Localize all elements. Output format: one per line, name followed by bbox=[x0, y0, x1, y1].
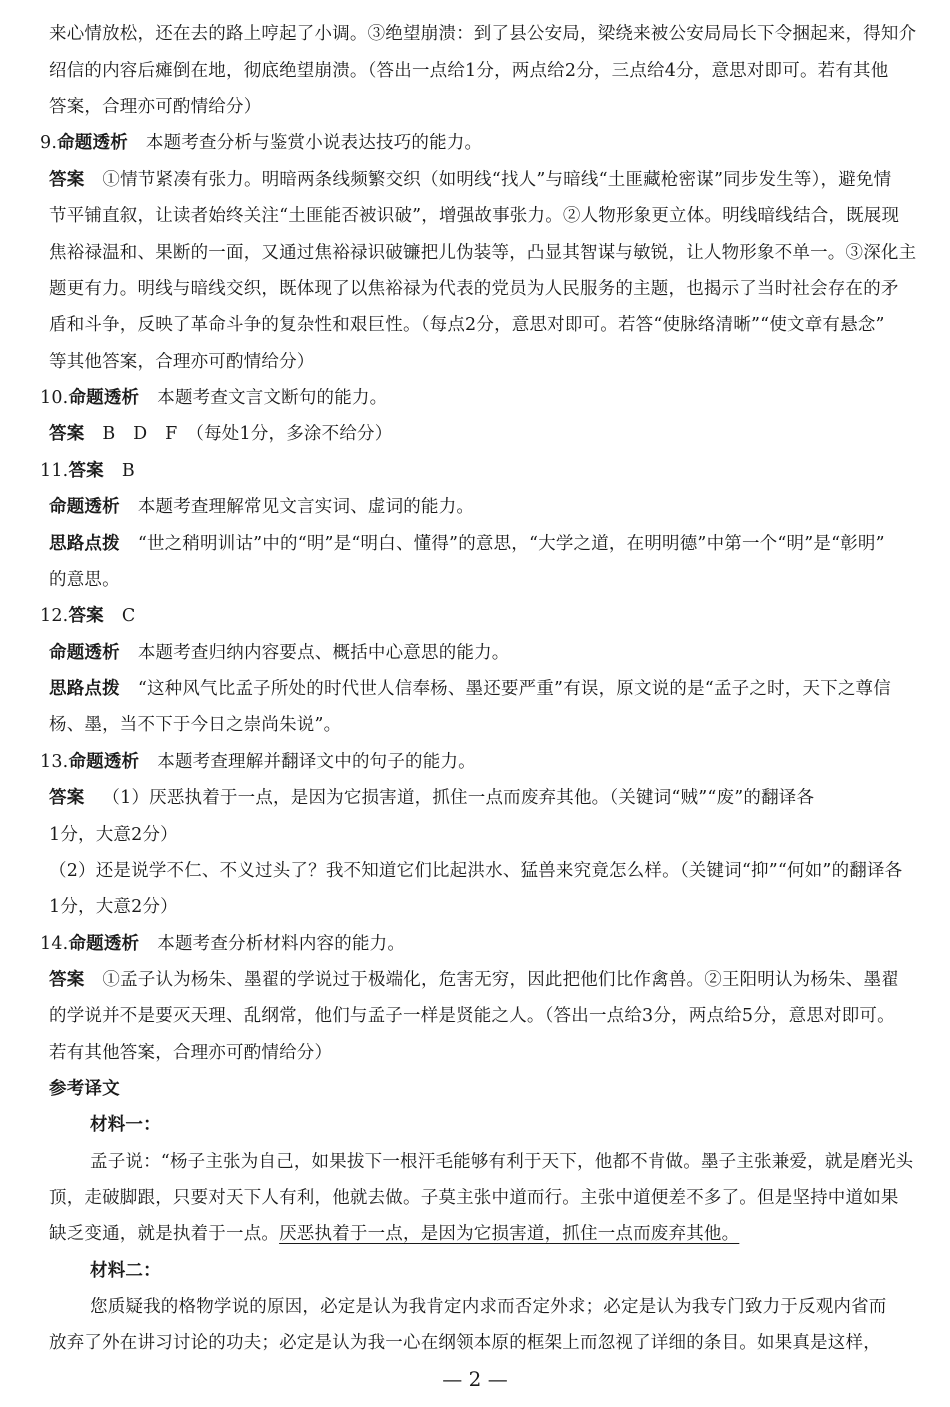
question-12-analysis-line bbox=[49, 641, 510, 665]
question-number: 13. bbox=[40, 752, 69, 772]
question-number: 14. bbox=[40, 934, 69, 954]
text-line: 答案，合理亦可酌情给分） bbox=[49, 97, 262, 117]
label-answer: 答案 bbox=[49, 970, 85, 990]
text-line: 顶，走破脚跟，只要对天下人有利，他就去做。子莫主张中道而行。主张中道便差不多了。但是坚持中道如果 bbox=[49, 1188, 899, 1208]
analysis-text: 本题考查归纳内容要点、概括中心意思的能力。 bbox=[137, 643, 510, 663]
text-line: 题更有力。明线与暗线交织，既体现了以焦裕禄为代表的党员为人民服务的主题，也揭示了当时社会存在的矛 bbox=[49, 279, 899, 299]
question-14-answer-line bbox=[49, 968, 899, 992]
text-line: 来心情放松，还在去的路上哼起了小调。③绝望崩溃：到了县公安局，梁绕来被公安局局长下令捆起来，得知介 bbox=[49, 24, 917, 44]
label-analysis: 命题透析 bbox=[68, 752, 140, 772]
tip-text: “世之稍明训诂”中的“明”是“明白、懂得”的意思，“大学之道，在明明德”中第一个“明”是“彰明” bbox=[137, 534, 885, 554]
answer-text: （1）厌恶执着于一点，是因为它损害道，抓住一点而废弃其他。（关键词“贼”“废”的翻译各 bbox=[102, 788, 815, 808]
question-number: 9. bbox=[40, 133, 58, 153]
text-line: 杨、墨，当不下于今日之崇尚朱说”。 bbox=[49, 715, 342, 735]
answer-text: ①孟子认为杨朱、墨翟的学说过于极端化，危害无穷，因此把他们比作禽兽。②王阳明认为杨朱、墨翟 bbox=[102, 970, 899, 990]
analysis-text: 本题考查文言文断句的能力。 bbox=[157, 388, 388, 408]
question-14-heading bbox=[40, 932, 405, 956]
label-tip: 思路点拨 bbox=[49, 679, 120, 699]
question-10-heading bbox=[40, 386, 387, 410]
label-answer: 答案 bbox=[49, 170, 85, 190]
text-line: 盾和斗争，反映了革命斗争的复杂性和艰巨性。（每点2分，意思对即可。若答“使脉络清晰”“使文章有悬念” bbox=[49, 315, 885, 335]
text-line: 的学说并不是要灭天理、乱纲常，他们与孟子一样是贤能之人。（答出一点给3分，两点给5分，意思对即可。 bbox=[49, 1006, 895, 1026]
question-10-answer-line bbox=[49, 422, 392, 446]
question-11-analysis-line bbox=[49, 495, 474, 519]
underlined-sentence: 厌恶执着于一点，是因为它损害道，抓住一点而废弃其他。 bbox=[279, 1224, 740, 1244]
text-segment: 缺乏变通，就是执着于一点。 bbox=[49, 1224, 280, 1244]
answer-text: B D F （每处1分，多涂不给分） bbox=[102, 424, 393, 444]
tip-text: “这种风气比孟子所处的时代世人信奉杨、墨还要严重”有误，原文说的是“孟子之时，天下之尊信 bbox=[137, 679, 891, 699]
text-line: 1分，大意2分） bbox=[49, 825, 178, 845]
label-answer: 答案 bbox=[68, 606, 104, 626]
answer-text: ①情节紧凑有张力。明暗两条线频繁交织（如明线“找人”与暗线“土匪藏枪密谋”同步发生等），避免情 bbox=[102, 170, 892, 190]
label-tip: 思路点拨 bbox=[49, 534, 120, 554]
label-analysis: 命题透析 bbox=[68, 388, 140, 408]
analysis-text: 本题考查理解常见文言实词、虚词的能力。 bbox=[137, 497, 475, 517]
label-analysis: 命题透析 bbox=[49, 643, 120, 663]
analysis-text: 本题考查分析与鉴赏小说表达技巧的能力。 bbox=[145, 133, 483, 153]
text-line: 绍信的内容后瘫倒在地，彻底绝望崩溃。（答出一点给1分，两点给2分，三点给4分，意思对即可。若有其他 bbox=[49, 61, 889, 81]
text-line: 节平铺直叙，让读者始终关注“土匪能否被识破”，增强故事张力。②人物形象更立体。明线暗线结合，既展现 bbox=[49, 206, 900, 226]
question-12-tip-line bbox=[49, 677, 891, 701]
text-line: 您质疑我的格物学说的原因，必定是认为我肯定内求而否定外求；必定是认为我专门致力于反观内省而 bbox=[90, 1297, 887, 1317]
text-line: 1分，大意2分） bbox=[49, 897, 178, 917]
question-11-heading bbox=[40, 459, 135, 483]
label-analysis: 命题透析 bbox=[57, 133, 128, 153]
material-1-title: 材料一： bbox=[90, 1115, 161, 1135]
answer-text: C bbox=[121, 606, 136, 626]
question-number: 11. bbox=[40, 461, 69, 481]
analysis-text: 本题考查理解并翻译文中的句子的能力。 bbox=[157, 752, 476, 772]
material-2-title: 材料二： bbox=[90, 1261, 161, 1281]
label-answer: 答案 bbox=[68, 461, 104, 481]
question-number: 12. bbox=[40, 606, 69, 626]
text-line: 等其他答案，合理亦可酌情给分） bbox=[49, 352, 315, 372]
text-line: 若有其他答案，合理亦可酌情给分） bbox=[49, 1043, 333, 1063]
text-line: 孟子说：“杨子主张为自己，如果拔下一根汗毛能够有利于天下，他都不肯做。墨子主张兼爱，就是磨光头 bbox=[90, 1152, 914, 1172]
label-analysis: 命题透析 bbox=[68, 934, 140, 954]
question-13-heading bbox=[40, 750, 476, 774]
analysis-text: 本题考查分析材料内容的能力。 bbox=[157, 934, 406, 954]
reference-translation-title: 参考译文 bbox=[49, 1079, 120, 1099]
question-9-answer-line bbox=[49, 168, 891, 192]
question-13-answer-line bbox=[49, 786, 814, 810]
label-analysis: 命题透析 bbox=[49, 497, 120, 517]
question-11-tip-line bbox=[49, 532, 885, 556]
text-line bbox=[49, 1222, 739, 1246]
answer-text: B bbox=[121, 461, 135, 481]
question-9-heading bbox=[40, 131, 482, 155]
label-answer: 答案 bbox=[49, 424, 85, 444]
text-line: 的意思。 bbox=[49, 570, 120, 590]
question-number: 10. bbox=[40, 388, 69, 408]
text-line: 放弃了外在讲习讨论的功夫；必定是认为我一心在纲领本原的框架上而忽视了详细的条目。如果真是这样， bbox=[49, 1333, 881, 1353]
label-answer: 答案 bbox=[49, 788, 85, 808]
text-line: 焦裕禄温和、果断的一面，又通过焦裕禄识破镰把儿伪装等，凸显其智谋与敏锐，让人物形象不单一。③深化主 bbox=[49, 243, 917, 263]
text-line: （2）还是说学不仁、不义过头了？我不知道它们比起洪水、猛兽来究竟怎么样。（关键词“抑”“何如”的翻译各 bbox=[49, 861, 903, 881]
question-12-heading bbox=[40, 604, 135, 628]
page-number: — 2 — bbox=[442, 1367, 508, 1391]
